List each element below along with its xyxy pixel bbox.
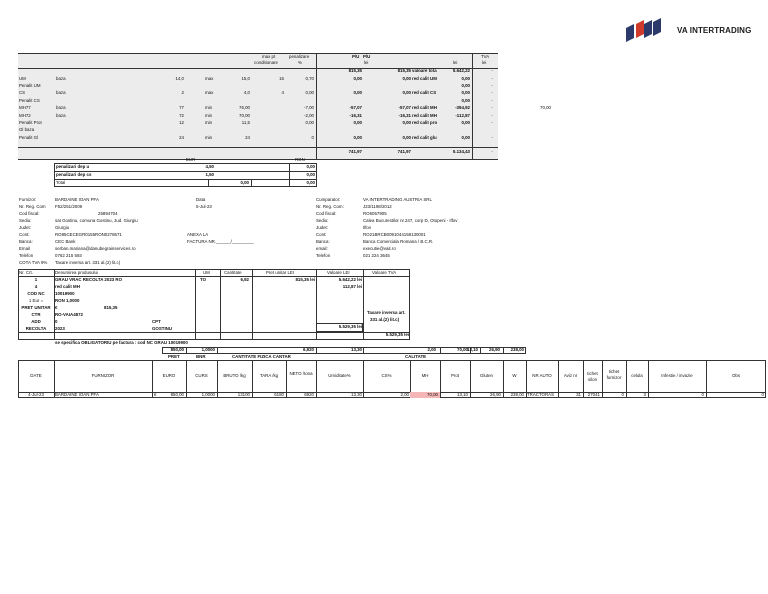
- top-value-a: 815,35: [348, 68, 362, 73]
- invoice-desc: €: [55, 305, 58, 310]
- hdr-pu-b: P/U: [363, 54, 371, 59]
- invoice-unit-price: 815,35 lei: [295, 277, 315, 282]
- buyer-key: Nr. Reg. Com:: [316, 204, 344, 209]
- row-vb: -16,31: [398, 113, 411, 118]
- invoice-header: Valoare LEI: [327, 270, 350, 275]
- row-value: 77: [179, 105, 184, 110]
- reception-header: celula: [631, 373, 643, 378]
- row-threshold: 70,00: [239, 113, 250, 118]
- supplier-value: F52/251/2009: [55, 204, 83, 209]
- factura-label: FACTURA NR.______/_________: [187, 239, 254, 244]
- row-cond: 4: [281, 90, 284, 95]
- buyer-key: Banca:: [316, 239, 330, 244]
- row-vc: 0,00: [461, 90, 470, 95]
- row-threshold: 4,0: [243, 90, 250, 95]
- row-name: MH77: [19, 105, 31, 110]
- anexa-label: ANEXA LA: [187, 232, 209, 237]
- row-label: red calit UM: [412, 76, 437, 81]
- group-bnr: BNR: [196, 354, 206, 359]
- cpt-label: CPT: [152, 319, 161, 324]
- supplier-value: 0762 215 593: [55, 253, 82, 258]
- row-label: red calit pro: [412, 120, 438, 125]
- reception-header: Gluten: [480, 373, 493, 378]
- top-value-d: -: [491, 68, 493, 73]
- top-value-b: 815,35: [397, 68, 411, 73]
- row-value: 24: [179, 135, 184, 140]
- reception-cell: TRACTORAS: [527, 392, 554, 397]
- row-label: red calit MH: [412, 105, 437, 110]
- reception-header: Prot: [450, 373, 460, 378]
- row-name: UM: [19, 76, 26, 81]
- row-base: baza: [56, 105, 66, 110]
- reception-header: CS%: [381, 373, 392, 378]
- invoice-left-label: RECOLTA: [25, 326, 47, 331]
- row-limit: min: [205, 135, 213, 140]
- summary-value: 70,00: [457, 347, 468, 352]
- invoice-value: 5.642,22 lei: [338, 277, 362, 282]
- row-pct: 0: [311, 135, 314, 140]
- logo-mark-icon: [626, 18, 662, 42]
- row-value: 12: [179, 120, 184, 125]
- reception-header: NR AUTO: [532, 373, 552, 378]
- penalty-eur: 1,50: [205, 172, 214, 177]
- buyer-value: Calea Bucurestilor nr.247, corp D, Otopeni - Ilfov: [363, 218, 458, 223]
- summary-value: 13,30: [351, 347, 362, 352]
- row-name: Penalit Prot: [19, 120, 42, 125]
- row-name: CS: [19, 90, 26, 95]
- row-vd: -: [491, 83, 493, 88]
- supplier-value: CEC Bank: [55, 239, 76, 244]
- reception-cell: 238,00: [510, 392, 524, 397]
- doc-date: 5-Jul-23: [196, 204, 212, 209]
- buyer-key: Cont:: [316, 232, 327, 237]
- hdr-pct: %: [298, 60, 302, 65]
- company-logo: [626, 18, 662, 42]
- invoice-left-label: PRET UNITAR: [21, 305, 51, 310]
- supplier-key: Furnizor:: [19, 197, 37, 202]
- row-vc: 0,00: [461, 98, 470, 103]
- buyer-value: RO6057905: [363, 211, 387, 216]
- supplier-key: Judet:: [19, 225, 31, 230]
- buyer-key: Cod fiscal:: [316, 211, 337, 216]
- invoice-desc: GRAU VRAC RECOLTA 2023 RO: [55, 277, 123, 282]
- buyer-key: Cumparator:: [316, 197, 341, 202]
- row-pct: 0,00: [305, 120, 314, 125]
- hdr-pu-a: P/U: [352, 54, 360, 59]
- row-pct: 0,00: [305, 90, 314, 95]
- reception-header: EURO: [162, 373, 176, 378]
- invoice-header: Denumirea produsului: [55, 270, 98, 275]
- invoice-qty: 6,92: [240, 277, 249, 282]
- row-pct: -2,00: [303, 113, 314, 118]
- row-limit: max: [205, 90, 214, 95]
- reception-cell: 1,0000: [201, 392, 215, 397]
- reception-cell: 850,00: [170, 392, 184, 397]
- invoice-total-b: 5.529,35 lei: [385, 332, 409, 337]
- hdr-conditionare: conditionare: [254, 60, 278, 65]
- pret-unitar-eur: 815,35: [104, 305, 118, 310]
- row-vb: 0,00: [402, 135, 411, 140]
- reception-cell: 31: [576, 392, 581, 397]
- supplier-value: sat Gostinu, comuna Gostinu, Jud. Giurgiu: [55, 218, 138, 223]
- top-value-label: valoare tota: [412, 68, 437, 73]
- supplier-key: Cod fiscal:: [19, 211, 40, 216]
- hdr-lei-a: lei: [364, 60, 369, 65]
- summary-value: 13,10: [467, 347, 478, 352]
- reception-cell: 70,00: [427, 392, 438, 397]
- row-vd: -: [491, 120, 493, 125]
- penalty-summary-box: [54, 163, 317, 187]
- invoice-desc: 0: [55, 319, 58, 324]
- row-limit: max: [205, 76, 214, 81]
- invoice-desc: 2023: [55, 326, 65, 331]
- row-threshold: 11,5: [241, 120, 250, 125]
- row-vd: -: [491, 76, 493, 81]
- row-value: 2: [181, 90, 184, 95]
- invoice-header: Cantitate: [224, 270, 242, 275]
- reception-header: Infestie / invazie: [661, 373, 693, 378]
- row-va: -16,31: [349, 113, 362, 118]
- invoice-left-label: CTR: [31, 312, 41, 317]
- side-value: 70,00: [540, 105, 551, 110]
- row-name: Penalit CS: [19, 98, 40, 103]
- invoice-unit: TO: [200, 277, 207, 282]
- row-name: Penalit Gl: [19, 135, 39, 140]
- invoice-desc: 10019900: [55, 291, 75, 296]
- penalty-label: Total: [56, 180, 66, 185]
- group-cantitate: CANTITATE FIZICA CANTAR: [232, 354, 291, 359]
- invoice-desc: RO-VAIA4872: [55, 312, 83, 317]
- reception-header: Aviz nr: [563, 373, 578, 378]
- summary-value: 2,00: [427, 347, 436, 352]
- penalty-ron: 0,00: [306, 172, 315, 177]
- row-limit: min: [205, 120, 213, 125]
- reception-cell: 13100: [237, 392, 250, 397]
- brand-name: VA INTERTRADING: [677, 26, 752, 35]
- reception-header: NETO /tona: [289, 371, 313, 376]
- reception-header: TARA /kg: [259, 373, 279, 378]
- invoice-desc: red calit MH: [55, 284, 80, 289]
- reception-cell-currency: €: [154, 392, 157, 397]
- dest-label: GOSTINU: [152, 326, 173, 331]
- eur-label: EUR: [186, 157, 196, 162]
- reception-header: BRUTO /kg: [223, 373, 246, 378]
- row-value: 72: [179, 113, 184, 118]
- total-b: 741,97: [397, 149, 411, 154]
- group-pret: PRET: [168, 354, 180, 359]
- supplier-key: Email: [19, 246, 30, 251]
- supplier-value: 25894704: [98, 211, 118, 216]
- invoice-left-label: 4: [34, 284, 38, 289]
- supplier-value: BARDAINE IOAN PFA: [55, 197, 99, 202]
- row-vc: 0,00: [461, 83, 470, 88]
- reception-header: tichet silon: [587, 371, 598, 382]
- reception-header: Obs: [731, 373, 741, 378]
- tax-note-2: 331 al.(2) lit.c): [370, 317, 400, 322]
- row-vd: -: [491, 90, 493, 95]
- penalty-label: penalizari dep u: [56, 164, 90, 169]
- row-va: 0,00: [353, 120, 362, 125]
- reception-cell: 0: [621, 392, 624, 397]
- summary-value: 850,00: [170, 347, 184, 352]
- invoice-header: Nr. Crt.: [19, 270, 33, 275]
- reception-header: MH: [421, 373, 429, 378]
- row-vd: -: [491, 113, 493, 118]
- penalty-eur: 4,50: [205, 164, 214, 169]
- buyer-key: email:: [316, 246, 328, 251]
- invoice-left-label: 1 Eur =: [28, 298, 44, 303]
- reception-cell: 0: [761, 392, 764, 397]
- row-pct: 0,70: [305, 76, 314, 81]
- row-vc: -394,92: [455, 105, 470, 110]
- row-vd: -: [491, 105, 493, 110]
- reception-cell: 6180: [274, 392, 284, 397]
- invoice-header: Valoare TVA: [372, 270, 397, 275]
- buyer-value: J23/1198/2012: [363, 204, 392, 209]
- buyer-value: VA INTERTRADING AUSTRIA SRL: [363, 197, 432, 202]
- invoice-desc: RON 1,0000: [55, 298, 80, 303]
- row-vd: -: [491, 98, 493, 103]
- buyer-value: RO21BRCB0091044158130001: [363, 232, 426, 237]
- row-vd: -: [491, 135, 493, 140]
- buyer-key: Judet:: [316, 225, 328, 230]
- buyer-value: Banca Comerciala Romana / B.C.R.: [363, 239, 434, 244]
- row-va: 0,00: [353, 90, 362, 95]
- invoice-left-label: 1: [34, 277, 38, 282]
- reception-cell: 0: [701, 392, 704, 397]
- reception-header: FURNIZOR: [91, 373, 115, 378]
- row-vc: 0,00: [461, 135, 470, 140]
- reception-cell: 26,90: [490, 392, 501, 397]
- reception-cell: 2,00: [400, 392, 409, 397]
- row-va: 0,00: [353, 76, 362, 81]
- supplier-value: serban.mariana@danubegrainservices.ro: [55, 246, 136, 251]
- group-calitate: CALITATE: [405, 354, 427, 359]
- row-threshold: 76,00: [239, 105, 250, 110]
- row-name: Penalit UM: [19, 83, 41, 88]
- supplier-key: COTA TVA 9%: [19, 260, 48, 265]
- row-vb: 0,00: [402, 120, 411, 125]
- reception-cell: 27041: [587, 392, 600, 397]
- reception-header: DATE: [30, 373, 42, 378]
- total-a: 741,97: [348, 149, 362, 154]
- hdr-max-pt: max pt: [262, 54, 276, 59]
- top-value-c: 5.642,22: [452, 68, 470, 73]
- row-base: baza: [56, 113, 66, 118]
- reception-cell: 13,30: [351, 392, 362, 397]
- invoice-left-label: COD NC: [27, 291, 45, 296]
- row-value: 14,0: [175, 76, 184, 81]
- supplier-value: RO85CECEGR0155RON0278671: [55, 232, 122, 237]
- row-threshold: 24: [245, 135, 250, 140]
- penalty-ron: 0,00: [306, 180, 315, 185]
- hdr-lei-b: lei: [453, 60, 458, 65]
- tax-note-1: Taxare inversa art.: [367, 310, 406, 315]
- reception-cell: 3: [643, 392, 646, 397]
- row-limit: min: [205, 113, 213, 118]
- summary-value: 238,00: [510, 347, 524, 352]
- reception-cell: 13,10: [457, 392, 468, 397]
- row-name: MH72: [19, 113, 31, 118]
- supplier-key: Sediu:: [19, 218, 32, 223]
- row-vc: 0,00: [461, 120, 470, 125]
- reception-header: CURS: [195, 373, 208, 378]
- row-base: baza: [56, 76, 66, 81]
- supplier-key: Banca:: [19, 239, 33, 244]
- row-va: 0,00: [353, 135, 362, 140]
- obligatory-note: se specifica OBLIGATORIU pe factura : cod NC GRAU 10019900: [55, 340, 188, 345]
- row-vb: 0,00: [402, 76, 411, 81]
- penalty-eur: 0,00: [240, 180, 249, 185]
- penalty-ron: 0,00: [306, 164, 315, 169]
- ron-label: RON: [295, 157, 305, 162]
- row-threshold: 15,0: [241, 76, 250, 81]
- supplier-value: Taxare inversa art. 331 al.(2) lit.c): [55, 260, 121, 265]
- invoice-left-label: ADD: [31, 319, 41, 324]
- buyer-key: Sediu:: [316, 218, 329, 223]
- supplier-value: Giurgiu: [55, 225, 70, 230]
- row-vb: 0,00: [402, 90, 411, 95]
- row-label: red calit glu: [412, 135, 437, 140]
- hdr-tva-lei: lei: [482, 60, 487, 65]
- penalty-label: penalizari dep cs: [56, 172, 92, 177]
- row-label: red calit MH: [412, 113, 437, 118]
- reception-header: tichet furnizor: [606, 369, 622, 380]
- total-d: -: [491, 149, 493, 154]
- invoice-header: UM: [203, 270, 210, 275]
- row-name: Gl baza: [19, 127, 35, 132]
- summary-value: 1,0000: [201, 347, 215, 352]
- row-base: baza: [56, 90, 66, 95]
- buyer-key: Telefon: [316, 253, 331, 258]
- row-vc: -112,87: [455, 113, 470, 118]
- buyer-value: executie@vait.ro: [363, 246, 396, 251]
- reception-header: W: [512, 373, 517, 378]
- row-vc: 0,00: [461, 76, 470, 81]
- invoice-red-value: 112,87 lei: [342, 284, 362, 289]
- row-label: red calit CS: [412, 90, 437, 95]
- reception-cell-date: 4-Jul-23: [28, 392, 44, 397]
- reception-cell-supplier: BARDAINE IOAN PFA: [55, 392, 99, 397]
- supplier-key: Cont:: [19, 232, 30, 237]
- row-limit: min: [205, 105, 213, 110]
- hdr-tva: TVA: [481, 54, 490, 59]
- buyer-value: 021 224 3645: [363, 253, 390, 258]
- total-c: 5.134,43: [452, 149, 470, 154]
- row-cond: 15: [279, 76, 284, 81]
- row-vb: -57,07: [398, 105, 411, 110]
- reception-cell: 6920: [304, 392, 314, 397]
- row-pct: -7,00: [303, 105, 314, 110]
- date-label: Data: [196, 197, 206, 202]
- reception-header: Umiditate%: [328, 373, 351, 378]
- supplier-key: Telefon: [19, 253, 34, 258]
- summary-value: 6,920: [303, 347, 314, 352]
- hdr-penalizare: penalizare: [289, 54, 310, 59]
- invoice-header: Pret unitar LEI: [266, 270, 295, 275]
- row-va: -57,07: [349, 105, 362, 110]
- invoice-total-a: 5.529,35 lei: [338, 324, 362, 329]
- supplier-key: Nr. Reg. Com: [19, 204, 46, 209]
- summary-value: 26,90: [489, 347, 500, 352]
- buyer-value: Ilfov: [363, 225, 372, 230]
